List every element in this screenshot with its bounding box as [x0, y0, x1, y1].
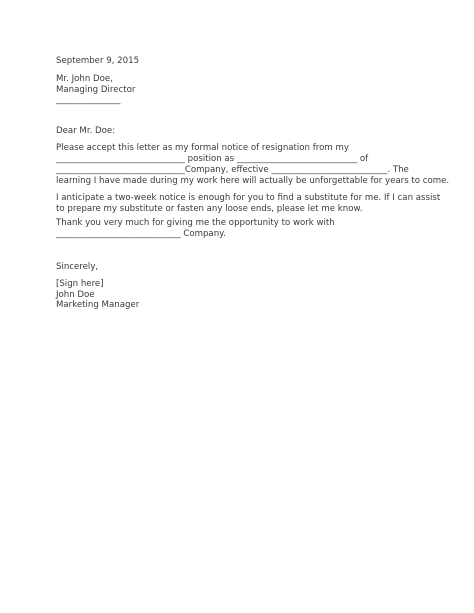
recipient-name: Mr. John Doe, — [56, 74, 113, 84]
paragraph-1-line-2: ______________________________ position as ____________________________ of — [56, 154, 369, 164]
signature-placeholder: [Sign here] — [56, 279, 104, 289]
closing: Sincerely, — [56, 262, 99, 272]
paragraph-2-line-1: I anticipate a two-week notice is enough for you to find a substitute for me. If I can assist — [56, 193, 441, 203]
paragraph-1-line-1: Please accept this letter as my formal notice of resignation from my — [56, 143, 349, 153]
sender-title: Marketing Manager — [56, 300, 140, 310]
paragraph-1-line-3: ______________________________Company, effective ___________________________. The — [56, 165, 409, 175]
letter-date: September 9, 2015 — [56, 56, 140, 66]
paragraph-2-line-2: to prepare my substitute or fasten any loose ends, please let me know. — [56, 204, 363, 214]
paragraph-3-line-1: Thank you very much for giving me the opportunity to work with — [56, 218, 335, 228]
sender-name: John Doe — [56, 290, 95, 300]
paragraph-3-line-2: _____________________________ Company. — [56, 229, 226, 239]
recipient-blank-line: _______________ — [56, 95, 121, 105]
salutation: Dear Mr. Doe: — [56, 126, 116, 136]
paragraph-1-line-4: learning I have made during my work here will actually be unforgettable for years to come. — [56, 176, 450, 186]
recipient-title: Managing Director — [56, 85, 136, 95]
